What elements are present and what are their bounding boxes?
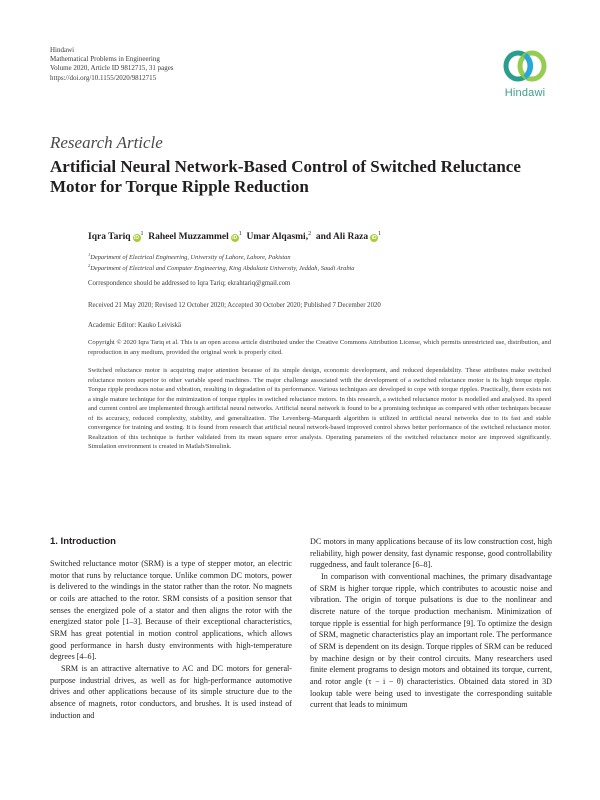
publisher-name: Hindawi	[50, 46, 75, 54]
author-name: Umar Alqasmi,	[246, 232, 309, 243]
author-name: Raheel Muzzammel	[148, 232, 229, 243]
journal-header	[50, 46, 310, 83]
paragraph: SRM is an attractive alternative to AC and DC motors for general-purpose industrial drives, as well as for high-performance automotive drives and other applications because of its simple structure due to the absence of magnets, rotor conductors, and brushes. It is used instead of induction and	[50, 663, 292, 720]
doi-link[interactable]: https://doi.org/10.1155/2020/9812715	[50, 73, 157, 82]
author-affiliation-mark: 1	[238, 231, 242, 237]
author-affiliation-mark: 2	[308, 231, 312, 237]
author-affiliation-mark: 1	[140, 231, 144, 237]
author-affiliation-mark: 1	[378, 231, 382, 237]
paragraph: Switched reluctance motor (SRM) is a type of stepper motor, an electric motor that runs by reluctance torque. Unlike common DC motors, power is delivered to the windings in the stator rather than the rotor. No magnets or coils are attached to the rotor. SRM consists of a position sensor that senses the energized pole of a stator and then aligns the rotor with the energized stator pole [1–3]. Because of their exceptional characteristics, SRM has great potential in motion control applications, which allows good performance in harsh dusty environments with high-temperature degrees [4–6].	[50, 559, 292, 662]
body-column-left	[50, 558, 292, 721]
affiliation-1: $^1$Department of Electrical Engineering, University of Lahore, Lahore, Pakistan	[88, 252, 291, 262]
author-name: and Ali Raza	[315, 232, 369, 243]
paragraph: In comparison with conventional machines, the primary disadvantage of SRM is higher torque ripple, which contributes to acoustic noise and vibration. The origin of torque pulsations is due to the nonlinear and discrete nature of the torque production mechanism. Minimization of torque ripple is essential for high performance [9]. To optimize the design of SRM, magnetic characteristics play an important role. The performance of SRM is dependent on its design. Torque ripples of SRM can be reduced by machine design or by their control circuits. Many researchers used finite element programs to design motors and obtained its torque, current, and rotor angle (τ − i − θ) characteristics. Obtained data stored in 3D lookup table were being used to investigate the corresponding suitable current that leads to minimum	[310, 571, 552, 710]
volume-info: Volume 2020, Article ID 9812715, 31 pages	[50, 64, 174, 73]
abstract: Switched reluctance motor is acquiring major attention because of its simple design, economic development, and reduced dependability. These attributes make switched reluctance motors superior to other variable speed machines. The major challenge associated with the development of a switched reluctance motor is its high torque ripple. Torque ripple produces noise and vibration, resulting in degradation of its performance. Various techniques are developed to cope with torque ripples. Practically, there exists not a single mature technique for the minimization of torque ripples in switched reluctance motors. In this research, a switched reluctance motor is modelled and analysed. Its speed and current control are implemented through artificial neural networks. Artificial neural network is found to be a promising technique as compared with other techniques because of its accuracy, reduced complexity, stability, and generalization. The Levenberg–Marquardt algorithm is utilized in artificial neural networks due to its fast and stable convergence for training and testing. It is found from research that artificial neural network-based improved control shows better performance of the switched reluctance motor. Realization of this technique is further validated from its mean square error analysis. Operating parameters of the switched reluctance motor are improved significantly. Simulation environment is created in Matlab/Simulink.	[88, 367, 551, 451]
affiliation-2: $^2$Department of Electrical and Computer Engineering, King Abdulaziz University, Jeddah, Saudi Arabia	[88, 263, 355, 273]
orcid-icon[interactable]: iD	[232, 235, 238, 242]
orcid-icon[interactable]: iD	[371, 235, 377, 242]
article-dates: Received 21 May 2020; Revised 12 October 2020; Accepted 30 October 2020; Published 7 December 2020	[88, 302, 381, 309]
hindawi-logo	[496, 46, 554, 99]
author-name: Iqra Tariq	[88, 232, 131, 243]
hindawi-logo-icon	[502, 46, 548, 86]
logo-text: Hindawi	[504, 87, 546, 99]
copyright-notice: Copyright © 2020 Iqra Tariq et al. This is an open access article distributed under the Creative Commons Attribution License, which permits unrestricted use, distribution, and reproduction in any medium, provided the original work is properly cited.	[88, 339, 551, 356]
correspondence: Correspondence should be addressed to Iqra Tariq; ekrahtariq@gmail.com	[88, 280, 291, 287]
body-column-right	[310, 536, 552, 711]
article-title: Artificial Neural Network-Based Control of Switched Reluctance Motor for Torque Ripple Reduction	[50, 157, 521, 196]
section-heading: 1. Introduction	[50, 536, 116, 547]
paragraph: DC motors in many applications because of its low construction cost, high reliability, high power density, fast dynamic response, good controllability ruggedness, and fault tolerance [6–8].	[310, 537, 552, 570]
journal-name: Mathematical Problems in Engineering	[50, 55, 160, 64]
article-type: Research Article	[50, 133, 163, 152]
orcid-icon[interactable]: iD	[134, 235, 140, 242]
academic-editor: Academic Editor: Kauko Leiviskä	[88, 322, 182, 329]
author-list	[88, 231, 381, 242]
